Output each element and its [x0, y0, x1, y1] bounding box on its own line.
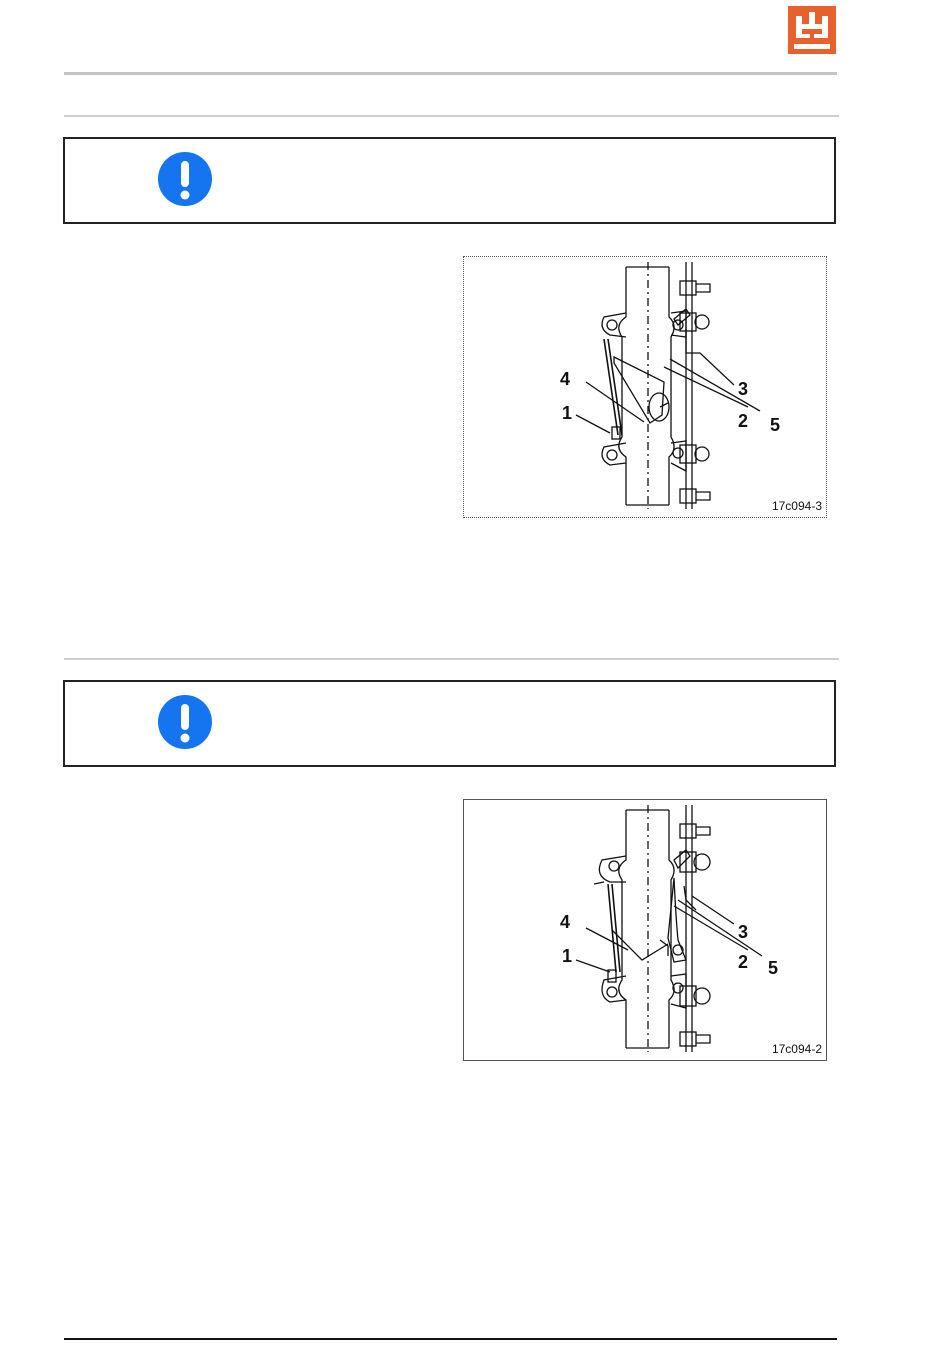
callout-5: 5	[768, 958, 779, 978]
section-rule	[64, 115, 839, 117]
exclamation-icon	[158, 152, 212, 206]
callout-1: 1	[562, 946, 573, 966]
figure-17c094-3	[463, 256, 827, 518]
callout-2: 2	[738, 411, 749, 431]
callout-2: 2	[738, 952, 749, 972]
footer-rule	[64, 1338, 837, 1340]
callout-5: 5	[770, 415, 781, 435]
callout-1: 1	[562, 403, 573, 423]
section-rule	[64, 658, 839, 660]
figure-code: 17c094-2	[771, 1042, 822, 1056]
callout-3: 3	[738, 379, 749, 399]
amazone-logo	[788, 6, 836, 54]
diagram-drawing	[464, 800, 826, 1060]
header-rule	[64, 72, 837, 75]
callout-3: 3	[738, 922, 749, 942]
exclamation-icon	[158, 695, 212, 749]
diagram-drawing	[464, 257, 826, 517]
figure-17c094-2	[463, 799, 827, 1061]
figure-code: 17c094-3	[771, 499, 822, 513]
notice-box	[63, 137, 836, 224]
callout-4: 4	[560, 912, 571, 932]
notice-box	[63, 680, 836, 767]
callout-4: 4	[560, 369, 571, 389]
